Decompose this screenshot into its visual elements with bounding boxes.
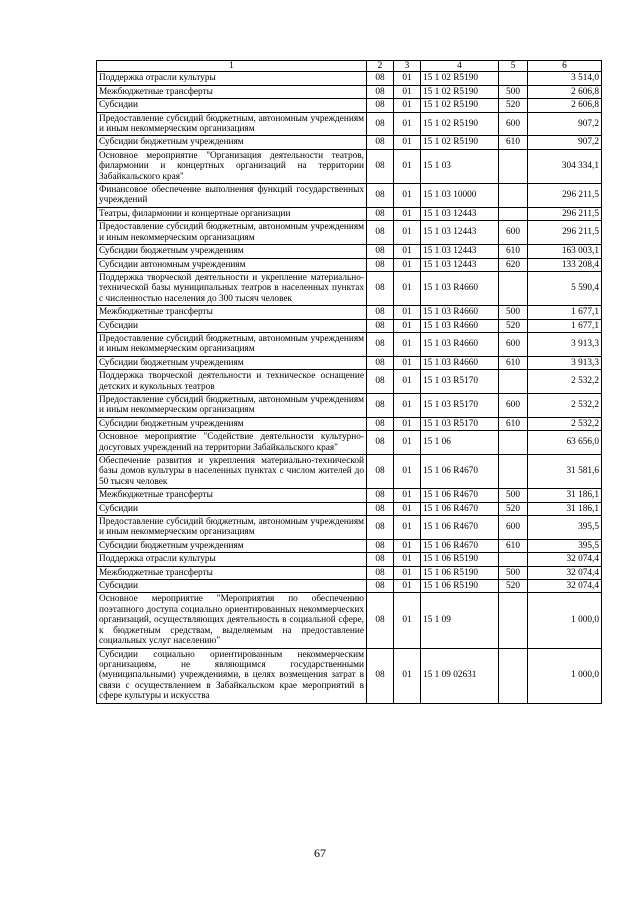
row-target-code-cell: 15 1 03 R4660 — [421, 319, 499, 332]
table-row — [97, 417, 602, 430]
row-expense-type-cell — [499, 271, 528, 305]
table-row — [97, 221, 602, 245]
row-amount-cell: 296 211,5 — [528, 184, 602, 208]
row-target-code-cell: 15 1 03 R4660 — [421, 306, 499, 319]
row-name-cell: Субсидии — [97, 502, 367, 515]
row-section-cell: 08 — [367, 489, 394, 502]
row-amount-cell: 5 590,4 — [528, 271, 602, 305]
row-section-cell: 08 — [367, 221, 394, 245]
row-expense-type-cell: 520 — [499, 502, 528, 515]
table-row — [97, 580, 602, 593]
table-row — [97, 566, 602, 579]
row-subsection-cell: 01 — [394, 489, 421, 502]
row-amount-cell: 133 208,4 — [528, 258, 602, 271]
row-expense-type-cell — [499, 455, 528, 489]
table-row — [97, 112, 602, 136]
row-target-code-cell: 15 1 03 10000 — [421, 184, 499, 208]
row-expense-type-cell: 500 — [499, 489, 528, 502]
row-target-code-cell: 15 1 02 R5190 — [421, 112, 499, 136]
row-expense-type-cell: 520 — [499, 319, 528, 332]
row-name-cell: Предоставление субсидий бюджетным, автономным учреждениям и иным некоммерческим организациям — [97, 332, 367, 356]
row-section-cell: 08 — [367, 319, 394, 332]
row-target-code-cell: 15 1 09 02631 — [421, 648, 499, 703]
row-section-cell: 08 — [367, 431, 394, 455]
row-amount-cell: 1 000,0 — [528, 593, 602, 648]
row-expense-type-cell — [499, 72, 528, 85]
row-expense-type-cell — [499, 648, 528, 703]
row-target-code-cell: 15 1 03 R5170 — [421, 393, 499, 417]
table-row — [97, 258, 602, 271]
row-subsection-cell: 01 — [394, 258, 421, 271]
row-name-cell: Предоставление субсидий бюджетным, автономным учреждениям и иным некоммерческим организациям — [97, 516, 367, 540]
table-row — [97, 149, 602, 183]
row-target-code-cell: 15 1 06 R4670 — [421, 502, 499, 515]
row-name-cell: Субсидии бюджетным учреждениям — [97, 539, 367, 552]
row-target-code-cell: 15 1 03 R4660 — [421, 356, 499, 369]
row-subsection-cell: 01 — [394, 72, 421, 85]
row-section-cell: 08 — [367, 502, 394, 515]
row-name-cell: Межбюджетные трансферты — [97, 306, 367, 319]
row-amount-cell: 3 514,0 — [528, 72, 602, 85]
row-expense-type-cell: 520 — [499, 99, 528, 112]
row-amount-cell: 32 074,4 — [528, 553, 602, 566]
table-row — [97, 516, 602, 540]
row-subsection-cell: 01 — [394, 184, 421, 208]
row-section-cell: 08 — [367, 455, 394, 489]
row-subsection-cell: 01 — [394, 648, 421, 703]
row-amount-cell: 304 334,1 — [528, 149, 602, 183]
row-subsection-cell: 01 — [394, 566, 421, 579]
row-expense-type-cell — [499, 593, 528, 648]
row-expense-type-cell: 600 — [499, 112, 528, 136]
row-subsection-cell: 01 — [394, 85, 421, 98]
row-section-cell: 08 — [367, 417, 394, 430]
row-name-cell: Субсидии бюджетным учреждениям — [97, 136, 367, 149]
row-expense-type-cell: 610 — [499, 417, 528, 430]
row-section-cell: 08 — [367, 245, 394, 258]
row-target-code-cell: 15 1 09 — [421, 593, 499, 648]
row-expense-type-cell: 610 — [499, 356, 528, 369]
page-number: 67 — [314, 846, 326, 860]
row-name-cell: Предоставление субсидий бюджетным, автономным учреждениям и иным некоммерческим организациям — [97, 112, 367, 136]
row-name-cell: Субсидии социально ориентированным некоммерческим организациям, не являющимся государственными (муниципальными) учреждениями, в целях возмещения затрат в связи с осуществлением в Забайкальском крае мероприятий в сфере культуры и искусства — [97, 648, 367, 703]
row-name-cell: Субсидии — [97, 580, 367, 593]
row-amount-cell: 907,2 — [528, 112, 602, 136]
row-expense-type-cell: 600 — [499, 332, 528, 356]
table-row — [97, 553, 602, 566]
table-row — [97, 455, 602, 489]
row-target-code-cell: 15 1 03 12443 — [421, 245, 499, 258]
row-subsection-cell: 01 — [394, 593, 421, 648]
row-expense-type-cell: 600 — [499, 516, 528, 540]
header-cell: 5 — [499, 61, 528, 72]
row-subsection-cell: 01 — [394, 516, 421, 540]
row-subsection-cell: 01 — [394, 431, 421, 455]
row-expense-type-cell: 600 — [499, 393, 528, 417]
row-amount-cell: 296 211,5 — [528, 207, 602, 220]
row-amount-cell: 163 003,1 — [528, 245, 602, 258]
row-amount-cell: 1 000,0 — [528, 648, 602, 703]
row-subsection-cell: 01 — [394, 332, 421, 356]
row-target-code-cell: 15 1 06 R4670 — [421, 489, 499, 502]
row-name-cell: Финансовое обеспечение выполнения функций государственных учреждений — [97, 184, 367, 208]
row-expense-type-cell — [499, 553, 528, 566]
row-section-cell: 08 — [367, 271, 394, 305]
table-row — [97, 539, 602, 552]
row-expense-type-cell: 610 — [499, 136, 528, 149]
row-section-cell: 08 — [367, 112, 394, 136]
table-row — [97, 356, 602, 369]
row-amount-cell: 31 186,1 — [528, 502, 602, 515]
row-section-cell: 08 — [367, 332, 394, 356]
row-expense-type-cell: 520 — [499, 580, 528, 593]
row-amount-cell: 31 581,6 — [528, 455, 602, 489]
row-name-cell: Субсидии — [97, 319, 367, 332]
row-name-cell: Обеспечение развития и укрепления материально-технической базы домов культуры в населенных пунктах с числом жителей до 50 тысяч человек — [97, 455, 367, 489]
table-row — [97, 72, 602, 85]
budget-table — [96, 60, 602, 704]
row-target-code-cell: 15 1 02 R5190 — [421, 99, 499, 112]
row-target-code-cell: 15 1 03 12443 — [421, 207, 499, 220]
row-target-code-cell: 15 1 03 R4660 — [421, 271, 499, 305]
header-row — [97, 61, 602, 72]
row-section-cell: 08 — [367, 136, 394, 149]
row-target-code-cell: 15 1 03 R4660 — [421, 332, 499, 356]
row-section-cell: 08 — [367, 393, 394, 417]
table-row — [97, 502, 602, 515]
row-target-code-cell: 15 1 03 R5170 — [421, 417, 499, 430]
row-subsection-cell: 01 — [394, 370, 421, 394]
table-row — [97, 319, 602, 332]
row-name-cell: Поддержка творческой деятельности и укрепление материально-технической базы муниципальных театров в населенных пунктах с численностью населения до 300 тысяч человек — [97, 271, 367, 305]
row-name-cell: Субсидии — [97, 99, 367, 112]
row-subsection-cell: 01 — [394, 221, 421, 245]
row-target-code-cell: 15 1 02 R5190 — [421, 136, 499, 149]
row-amount-cell: 32 074,4 — [528, 566, 602, 579]
row-name-cell: Основное мероприятие "Содействие деятельности культурно-досуговых учреждений на территории Забайкальского края" — [97, 431, 367, 455]
row-target-code-cell: 15 1 06 R4670 — [421, 539, 499, 552]
row-subsection-cell: 01 — [394, 393, 421, 417]
row-expense-type-cell: 500 — [499, 306, 528, 319]
row-name-cell: Межбюджетные трансферты — [97, 566, 367, 579]
row-name-cell: Субсидии бюджетным учреждениям — [97, 356, 367, 369]
row-amount-cell: 32 074,4 — [528, 580, 602, 593]
row-section-cell: 08 — [367, 648, 394, 703]
row-subsection-cell: 01 — [394, 271, 421, 305]
row-target-code-cell: 15 1 06 R5190 — [421, 580, 499, 593]
header-cell: 6 — [528, 61, 602, 72]
header-cell: 2 — [367, 61, 394, 72]
row-subsection-cell: 01 — [394, 207, 421, 220]
row-section-cell: 08 — [367, 566, 394, 579]
table-row — [97, 489, 602, 502]
table-row — [97, 271, 602, 305]
row-amount-cell: 907,2 — [528, 136, 602, 149]
row-amount-cell: 31 186,1 — [528, 489, 602, 502]
header-cell: 4 — [421, 61, 499, 72]
row-subsection-cell: 01 — [394, 502, 421, 515]
row-expense-type-cell: 620 — [499, 258, 528, 271]
row-subsection-cell: 01 — [394, 245, 421, 258]
row-section-cell: 08 — [367, 149, 394, 183]
row-amount-cell: 2 532,2 — [528, 393, 602, 417]
row-expense-type-cell — [499, 431, 528, 455]
row-section-cell: 08 — [367, 207, 394, 220]
row-target-code-cell: 15 1 03 — [421, 149, 499, 183]
row-target-code-cell: 15 1 06 — [421, 431, 499, 455]
row-target-code-cell: 15 1 06 R5190 — [421, 553, 499, 566]
row-target-code-cell: 15 1 06 R5190 — [421, 566, 499, 579]
row-subsection-cell: 01 — [394, 553, 421, 566]
row-target-code-cell: 15 1 02 R5190 — [421, 72, 499, 85]
row-expense-type-cell — [499, 370, 528, 394]
row-section-cell: 08 — [367, 258, 394, 271]
row-amount-cell: 1 677,1 — [528, 306, 602, 319]
row-amount-cell: 296 211,5 — [528, 221, 602, 245]
row-subsection-cell: 01 — [394, 319, 421, 332]
row-expense-type-cell: 610 — [499, 245, 528, 258]
row-section-cell: 08 — [367, 539, 394, 552]
row-section-cell: 08 — [367, 356, 394, 369]
table-row — [97, 332, 602, 356]
row-name-cell: Театры, филармонии и концертные организации — [97, 207, 367, 220]
row-section-cell: 08 — [367, 72, 394, 85]
row-target-code-cell: 15 1 03 12443 — [421, 258, 499, 271]
row-name-cell: Субсидии бюджетным учреждениям — [97, 417, 367, 430]
row-target-code-cell: 15 1 06 R4670 — [421, 516, 499, 540]
row-name-cell: Субсидии бюджетным учреждениям — [97, 245, 367, 258]
row-section-cell: 08 — [367, 85, 394, 98]
row-expense-type-cell: 600 — [499, 221, 528, 245]
row-name-cell: Поддержка отрасли культуры — [97, 553, 367, 566]
row-section-cell: 08 — [367, 580, 394, 593]
row-target-code-cell: 15 1 02 R5190 — [421, 85, 499, 98]
table-row — [97, 245, 602, 258]
table-row — [97, 136, 602, 149]
row-name-cell: Межбюджетные трансферты — [97, 85, 367, 98]
table-row — [97, 431, 602, 455]
row-section-cell: 08 — [367, 516, 394, 540]
row-target-code-cell: 15 1 03 12443 — [421, 221, 499, 245]
table-row — [97, 207, 602, 220]
row-name-cell: Субсидии автономным учреждениям — [97, 258, 367, 271]
row-section-cell: 08 — [367, 306, 394, 319]
header-cell: 3 — [394, 61, 421, 72]
row-section-cell: 08 — [367, 99, 394, 112]
table-row — [97, 99, 602, 112]
row-amount-cell: 63 656,0 — [528, 431, 602, 455]
row-name-cell: Поддержка творческой деятельности и техническое оснащение детских и кукольных театров — [97, 370, 367, 394]
row-subsection-cell: 01 — [394, 112, 421, 136]
row-subsection-cell: 01 — [394, 149, 421, 183]
table-row — [97, 85, 602, 98]
row-name-cell: Поддержка отрасли культуры — [97, 72, 367, 85]
row-name-cell: Предоставление субсидий бюджетным, автономным учреждениям и иным некоммерческим организациям — [97, 393, 367, 417]
row-amount-cell: 3 913,3 — [528, 356, 602, 369]
row-expense-type-cell: 500 — [499, 85, 528, 98]
row-expense-type-cell: 610 — [499, 539, 528, 552]
row-amount-cell: 2 532,2 — [528, 370, 602, 394]
row-section-cell: 08 — [367, 370, 394, 394]
table-row — [97, 370, 602, 394]
row-subsection-cell: 01 — [394, 306, 421, 319]
row-section-cell: 08 — [367, 184, 394, 208]
row-amount-cell: 395,5 — [528, 539, 602, 552]
row-target-code-cell: 15 1 06 R4670 — [421, 455, 499, 489]
row-expense-type-cell — [499, 207, 528, 220]
row-section-cell: 08 — [367, 553, 394, 566]
row-name-cell: Межбюджетные трансферты — [97, 489, 367, 502]
table-row — [97, 184, 602, 208]
table-row — [97, 393, 602, 417]
row-amount-cell: 395,5 — [528, 516, 602, 540]
table-row — [97, 593, 602, 648]
table-body — [97, 72, 602, 703]
table-row — [97, 306, 602, 319]
row-amount-cell: 2 606,8 — [528, 85, 602, 98]
row-subsection-cell: 01 — [394, 417, 421, 430]
row-name-cell: Основное мероприятие "Организация деятельности театров, филармонии и концертных организаций на территории Забайкальского края" — [97, 149, 367, 183]
row-expense-type-cell — [499, 184, 528, 208]
header-cell: 1 — [97, 61, 367, 72]
row-expense-type-cell — [499, 149, 528, 183]
row-subsection-cell: 01 — [394, 136, 421, 149]
row-amount-cell: 2 606,8 — [528, 99, 602, 112]
row-name-cell: Основное мероприятие "Мероприятия по обеспечению поэтапного доступа социально ориентированных некоммерческих организаций, осуществляющих деятельность в социальной сфере, к бюджетным средствам, выделяемым на предоставление социальных услуг населению" — [97, 593, 367, 648]
row-expense-type-cell: 500 — [499, 566, 528, 579]
row-subsection-cell: 01 — [394, 99, 421, 112]
row-name-cell: Предоставление субсидий бюджетным, автономным учреждениям и иным некоммерческим организациям — [97, 221, 367, 245]
row-section-cell: 08 — [367, 593, 394, 648]
row-subsection-cell: 01 — [394, 356, 421, 369]
row-subsection-cell: 01 — [394, 539, 421, 552]
row-amount-cell: 2 532,2 — [528, 417, 602, 430]
row-amount-cell: 1 677,1 — [528, 319, 602, 332]
row-target-code-cell: 15 1 03 R5170 — [421, 370, 499, 394]
row-subsection-cell: 01 — [394, 580, 421, 593]
table-row — [97, 648, 602, 703]
row-amount-cell: 3 913,3 — [528, 332, 602, 356]
row-subsection-cell: 01 — [394, 455, 421, 489]
